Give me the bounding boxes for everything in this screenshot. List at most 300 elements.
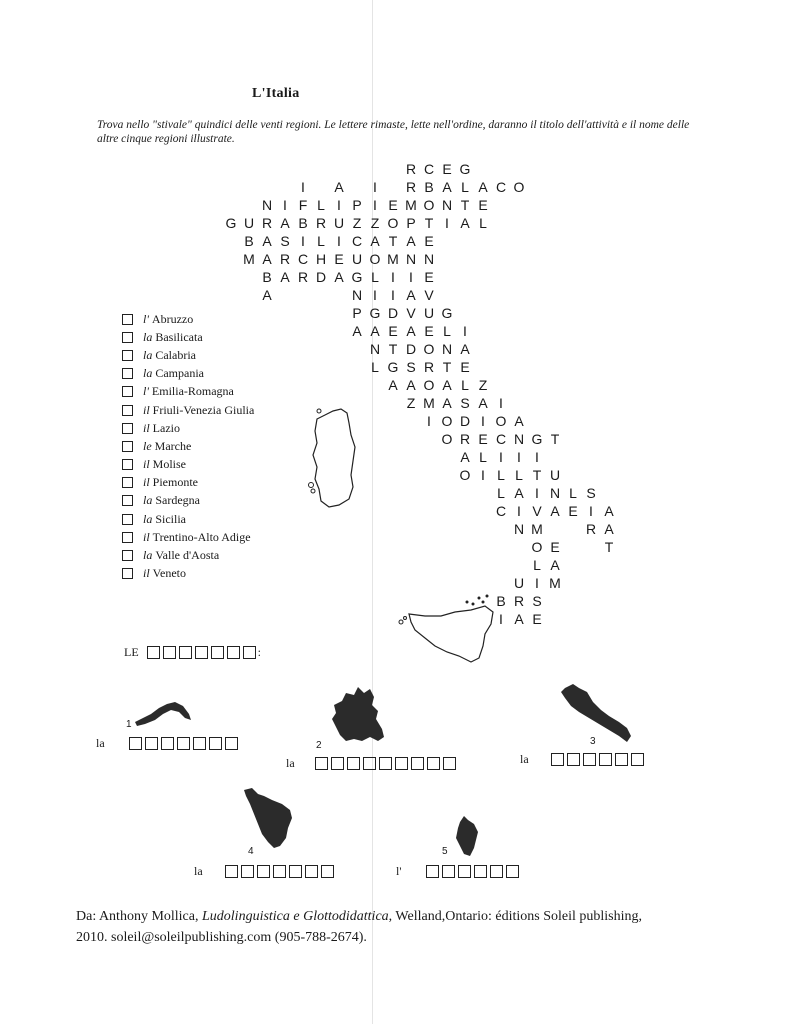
letter-box[interactable] bbox=[209, 737, 222, 750]
checkbox[interactable] bbox=[122, 405, 133, 416]
grid-letter: A bbox=[460, 341, 470, 357]
grid-letter: L bbox=[515, 467, 523, 483]
checklist-item bbox=[122, 474, 254, 492]
checkbox[interactable] bbox=[122, 386, 133, 397]
grid-letter bbox=[294, 286, 312, 304]
grid-letter: A bbox=[406, 287, 416, 303]
letter-box[interactable] bbox=[225, 865, 238, 878]
grid-letter: I bbox=[517, 503, 521, 519]
grid-letter: D bbox=[405, 341, 417, 357]
grid-letter: I bbox=[301, 179, 305, 195]
checklist-region-name: Sicilia bbox=[155, 511, 187, 526]
grid-letter: D bbox=[387, 305, 399, 321]
grid-letter: E bbox=[334, 251, 344, 267]
grid-letter: P bbox=[406, 215, 416, 231]
letter-box[interactable] bbox=[490, 865, 503, 878]
checklist-region-name: Lazio bbox=[152, 420, 180, 435]
grid-letter: C bbox=[297, 251, 309, 267]
checklist-item bbox=[122, 346, 254, 364]
grid-letter: G bbox=[459, 161, 471, 177]
checkbox[interactable] bbox=[122, 314, 133, 325]
checklist-article: la bbox=[143, 511, 153, 526]
grid-letter: S bbox=[532, 593, 542, 609]
region-2-number: 2 bbox=[316, 740, 322, 751]
grid-letter: O bbox=[441, 413, 453, 429]
region-5-number: 5 bbox=[442, 846, 448, 857]
grid-row bbox=[492, 484, 600, 502]
grid-row bbox=[438, 430, 564, 448]
region-1-article: la bbox=[96, 736, 105, 750]
grid-row bbox=[258, 196, 492, 214]
grid-letter: Z bbox=[370, 215, 380, 231]
checkbox[interactable] bbox=[122, 332, 133, 343]
grid-letter: I bbox=[373, 197, 377, 213]
checklist-article: il bbox=[143, 420, 150, 435]
grid-letter: A bbox=[514, 413, 524, 429]
letter-box[interactable] bbox=[631, 753, 644, 766]
grid-letter: O bbox=[513, 179, 525, 195]
grid-letter: T bbox=[460, 197, 470, 213]
grid-letter: I bbox=[283, 197, 287, 213]
grid-letter: R bbox=[459, 431, 471, 447]
letter-box[interactable] bbox=[163, 646, 176, 659]
grid-letter: G bbox=[387, 359, 399, 375]
grid-letter: O bbox=[423, 341, 435, 357]
checklist-region-name: Sardegna bbox=[155, 493, 200, 508]
checklist-item bbox=[122, 546, 254, 564]
grid-letter: V bbox=[424, 287, 434, 303]
grid-letter: V bbox=[406, 305, 416, 321]
title-answer-row bbox=[124, 645, 261, 660]
checklist-article: le bbox=[143, 438, 152, 453]
grid-letter: I bbox=[517, 449, 521, 465]
grid-letter: I bbox=[535, 575, 539, 591]
region-4-answer bbox=[194, 864, 334, 879]
checklist-article: la bbox=[143, 366, 153, 381]
grid-letter: R bbox=[297, 269, 309, 285]
grid-row bbox=[240, 250, 438, 268]
checklist-region-name: Valle d'Aosta bbox=[155, 548, 220, 563]
grid-letter: B bbox=[298, 215, 308, 231]
grid-letter: I bbox=[373, 287, 377, 303]
grid-letter: I bbox=[481, 467, 485, 483]
grid-letter: L bbox=[461, 179, 469, 195]
letter-box[interactable] bbox=[129, 737, 142, 750]
checklist-region-name: Calabria bbox=[155, 347, 196, 362]
letter-box[interactable] bbox=[363, 757, 376, 770]
region-2-article: la bbox=[286, 756, 295, 770]
region-5-boxes[interactable] bbox=[426, 865, 519, 878]
grid-letter: M bbox=[405, 197, 417, 213]
checkbox[interactable] bbox=[122, 550, 133, 561]
grid-row bbox=[366, 358, 474, 376]
grid-letter: A bbox=[604, 521, 614, 537]
grid-row bbox=[510, 520, 618, 538]
grid-row bbox=[258, 286, 438, 304]
checklist-article: l' bbox=[143, 311, 149, 326]
grid-letter: B bbox=[262, 269, 272, 285]
grid-letter: N bbox=[513, 521, 525, 537]
grid-row bbox=[240, 232, 438, 250]
checkbox[interactable] bbox=[122, 459, 133, 470]
footer-publisher: , Welland,Ontario: éditions Soleil publishing, bbox=[388, 909, 642, 924]
grid-letter bbox=[312, 178, 330, 196]
grid-row bbox=[258, 268, 438, 286]
letter-box[interactable] bbox=[331, 757, 344, 770]
checkbox[interactable] bbox=[122, 368, 133, 379]
grid-row bbox=[294, 178, 528, 196]
grid-row bbox=[366, 340, 474, 358]
grid-letter: L bbox=[479, 215, 487, 231]
region-1-answer bbox=[96, 736, 238, 751]
grid-letter: M bbox=[549, 575, 561, 591]
region-5-answer bbox=[396, 864, 519, 879]
letter-box[interactable] bbox=[243, 646, 256, 659]
grid-letter: L bbox=[497, 467, 505, 483]
grid-letter: A bbox=[352, 323, 362, 339]
checkbox[interactable] bbox=[122, 477, 133, 488]
region-2-answer bbox=[286, 756, 456, 771]
grid-row bbox=[348, 322, 474, 340]
region-3-boxes[interactable] bbox=[551, 753, 644, 766]
grid-letter: V bbox=[532, 503, 542, 519]
grid-letter: I bbox=[481, 413, 485, 429]
grid-letter: P bbox=[352, 305, 362, 321]
checklist-article: il bbox=[143, 457, 150, 472]
grid-letter: L bbox=[317, 233, 325, 249]
grid-letter: A bbox=[388, 377, 398, 393]
letter-box[interactable] bbox=[289, 865, 302, 878]
letter-box[interactable] bbox=[227, 646, 240, 659]
grid-letter: O bbox=[423, 377, 435, 393]
grid-row bbox=[384, 376, 492, 394]
letter-box[interactable] bbox=[551, 753, 564, 766]
grid-letter: R bbox=[279, 251, 291, 267]
checklist-item bbox=[122, 528, 254, 546]
letter-box[interactable] bbox=[195, 646, 208, 659]
grid-letter: A bbox=[334, 269, 344, 285]
grid-letter: T bbox=[604, 539, 614, 555]
grid-letter: O bbox=[441, 431, 453, 447]
grid-letter: I bbox=[391, 269, 395, 285]
grid-row bbox=[222, 214, 492, 232]
letter-box[interactable] bbox=[225, 737, 238, 750]
grid-letter: S bbox=[460, 395, 470, 411]
grid-letter: O bbox=[423, 197, 435, 213]
grid-letter: P bbox=[352, 197, 362, 213]
checklist-item bbox=[122, 365, 254, 383]
letter-box[interactable] bbox=[411, 757, 424, 770]
checklist-article: la bbox=[143, 347, 153, 362]
grid-letter: A bbox=[514, 485, 524, 501]
grid-letter: M bbox=[387, 251, 399, 267]
grid-letter: A bbox=[262, 233, 272, 249]
grid-letter: C bbox=[495, 431, 507, 447]
grid-letter: N bbox=[513, 431, 525, 447]
grid-letter: E bbox=[388, 323, 398, 339]
letter-box[interactable] bbox=[177, 737, 190, 750]
checkbox[interactable] bbox=[122, 423, 133, 434]
title-answer-suffix: : bbox=[257, 645, 262, 659]
grid-letter: L bbox=[533, 557, 541, 573]
letter-box[interactable] bbox=[305, 865, 318, 878]
grid-letter: C bbox=[351, 233, 363, 249]
title-answer-boxes[interactable] bbox=[147, 646, 256, 659]
region-4-number: 4 bbox=[248, 846, 254, 857]
footer-contact: 2010. soleil@soleilpublishing.com (905-788-2674). bbox=[76, 930, 367, 945]
grid-letter bbox=[348, 178, 366, 196]
grid-letter: R bbox=[585, 521, 597, 537]
letter-box[interactable] bbox=[145, 737, 158, 750]
page-title: L'Italia bbox=[252, 86, 300, 101]
checkbox[interactable] bbox=[122, 441, 133, 452]
grid-letter: U bbox=[333, 215, 345, 231]
grid-letter bbox=[564, 538, 582, 556]
grid-letter: E bbox=[424, 233, 434, 249]
checklist-region-name: Piemonte bbox=[152, 475, 198, 490]
grid-letter: E bbox=[568, 503, 578, 519]
letter-box[interactable] bbox=[506, 865, 519, 878]
checklist-item bbox=[122, 310, 254, 328]
grid-letter: M bbox=[243, 251, 255, 267]
grid-letter: B bbox=[244, 233, 254, 249]
checklist-item bbox=[122, 565, 254, 583]
grid-letter: G bbox=[225, 215, 237, 231]
grid-row bbox=[510, 574, 564, 592]
grid-letter: B bbox=[496, 593, 506, 609]
grid-letter: E bbox=[388, 197, 398, 213]
grid-letter: A bbox=[478, 395, 488, 411]
grid-letter: I bbox=[427, 413, 431, 429]
letter-box[interactable] bbox=[315, 757, 328, 770]
grid-row bbox=[528, 538, 618, 556]
grid-letter: E bbox=[424, 323, 434, 339]
fold-line-vertical bbox=[372, 0, 373, 1024]
letter-box[interactable] bbox=[427, 757, 440, 770]
grid-letter: A bbox=[604, 503, 614, 519]
grid-letter: M bbox=[423, 395, 435, 411]
grid-letter: G bbox=[531, 431, 543, 447]
checklist-item bbox=[122, 328, 254, 346]
grid-letter bbox=[312, 286, 330, 304]
grid-letter: N bbox=[261, 197, 273, 213]
checklist-region-name: Trentino-Alto Adige bbox=[152, 529, 251, 544]
checkbox[interactable] bbox=[122, 350, 133, 361]
checklist-article: il bbox=[143, 566, 150, 581]
checklist-region-name: Abruzzo bbox=[151, 311, 194, 326]
grid-letter: A bbox=[280, 215, 290, 231]
grid-letter: G bbox=[351, 269, 363, 285]
letter-box[interactable] bbox=[615, 753, 628, 766]
checklist-region-name: Emilia-Romagna bbox=[151, 384, 234, 399]
letter-box[interactable] bbox=[347, 757, 360, 770]
letter-box[interactable] bbox=[321, 865, 334, 878]
grid-letter: T bbox=[550, 431, 560, 447]
grid-letter: A bbox=[370, 323, 380, 339]
grid-letter: R bbox=[315, 215, 327, 231]
grid-letter: A bbox=[550, 503, 560, 519]
grid-letter: I bbox=[391, 287, 395, 303]
letter-box[interactable] bbox=[442, 865, 455, 878]
checklist-item bbox=[122, 401, 254, 419]
grid-letter: N bbox=[405, 251, 417, 267]
letter-box[interactable] bbox=[583, 753, 596, 766]
grid-letter: Z bbox=[406, 395, 416, 411]
grid-letter: E bbox=[478, 431, 488, 447]
checklist-item bbox=[122, 510, 254, 528]
grid-letter: M bbox=[531, 521, 543, 537]
grid-letter: R bbox=[513, 593, 525, 609]
grid-letter: I bbox=[499, 611, 503, 627]
grid-letter: E bbox=[478, 197, 488, 213]
grid-letter: A bbox=[460, 215, 470, 231]
grid-row bbox=[456, 448, 546, 466]
region-checklist bbox=[122, 310, 254, 583]
grid-letter: I bbox=[535, 485, 539, 501]
letter-box[interactable] bbox=[458, 865, 471, 878]
checklist-region-name: Basilicata bbox=[155, 329, 203, 344]
checklist-item bbox=[122, 419, 254, 437]
region-1-boxes[interactable] bbox=[129, 737, 238, 750]
letter-box[interactable] bbox=[599, 753, 612, 766]
grid-letter: A bbox=[406, 377, 416, 393]
grid-letter: S bbox=[406, 359, 416, 375]
grid-letter bbox=[582, 538, 600, 556]
checklist-article: il bbox=[143, 529, 150, 544]
grid-letter: A bbox=[442, 179, 452, 195]
footer-book-title: Ludolinguistica e Glottodidattica bbox=[202, 909, 389, 924]
grid-letter: L bbox=[317, 197, 325, 213]
grid-row bbox=[348, 304, 456, 322]
grid-letter: F bbox=[298, 197, 308, 213]
grid-letter: R bbox=[405, 161, 417, 177]
grid-letter: A bbox=[262, 251, 272, 267]
checklist-article: la bbox=[143, 493, 153, 508]
grid-letter: O bbox=[495, 413, 507, 429]
grid-letter: I bbox=[301, 233, 305, 249]
grid-letter: B bbox=[424, 179, 434, 195]
grid-letter: A bbox=[442, 395, 452, 411]
letter-box[interactable] bbox=[211, 646, 224, 659]
checklist-item bbox=[122, 492, 254, 510]
grid-row bbox=[492, 502, 618, 520]
grid-letter: C bbox=[423, 161, 435, 177]
grid-letter: N bbox=[369, 341, 381, 357]
grid-letter: T bbox=[532, 467, 542, 483]
grid-letter: U bbox=[351, 251, 363, 267]
grid-letter: T bbox=[388, 233, 398, 249]
region-4-boxes[interactable] bbox=[225, 865, 334, 878]
region-2-boxes[interactable] bbox=[315, 757, 456, 770]
grid-letter: L bbox=[497, 485, 505, 501]
grid-letter: I bbox=[463, 323, 467, 339]
checklist-region-name: Veneto bbox=[152, 566, 186, 581]
letter-box[interactable] bbox=[474, 865, 487, 878]
checklist-region-name: Friuli-Venezia Giulia bbox=[152, 402, 255, 417]
checklist-article: il bbox=[143, 475, 150, 490]
grid-letter: O bbox=[369, 251, 381, 267]
region-3-article: la bbox=[520, 752, 529, 766]
grid-letter: Z bbox=[478, 377, 488, 393]
sicily-outline bbox=[395, 590, 505, 670]
letter-box[interactable] bbox=[147, 646, 160, 659]
grid-letter: L bbox=[569, 485, 577, 501]
grid-row bbox=[402, 160, 474, 178]
grid-letter bbox=[276, 286, 294, 304]
grid-letter: A bbox=[550, 557, 560, 573]
letter-box[interactable] bbox=[426, 865, 439, 878]
grid-letter: E bbox=[442, 161, 452, 177]
title-answer-prefix: LE bbox=[124, 645, 139, 659]
grid-letter: A bbox=[514, 611, 524, 627]
region-3-number: 3 bbox=[590, 736, 596, 747]
region-4-article: la bbox=[194, 864, 203, 878]
grid-letter: A bbox=[460, 449, 470, 465]
footer-prefix: Da: Anthony Mollica, bbox=[76, 909, 202, 924]
letter-box[interactable] bbox=[395, 757, 408, 770]
grid-letter: I bbox=[499, 395, 503, 411]
grid-letter: D bbox=[459, 413, 471, 429]
region-2-shape bbox=[328, 685, 388, 745]
grid-letter: R bbox=[405, 179, 417, 195]
grid-letter: T bbox=[388, 341, 398, 357]
checkbox[interactable] bbox=[122, 514, 133, 525]
grid-letter: E bbox=[424, 269, 434, 285]
grid-letter: N bbox=[423, 251, 435, 267]
checklist-region-name: Marche bbox=[154, 438, 192, 453]
grid-letter: U bbox=[423, 305, 435, 321]
checkbox[interactable] bbox=[122, 532, 133, 543]
letter-box[interactable] bbox=[273, 865, 286, 878]
grid-letter: A bbox=[442, 377, 452, 393]
grid-letter: A bbox=[406, 323, 416, 339]
grid-letter: L bbox=[479, 449, 487, 465]
grid-letter: O bbox=[459, 467, 471, 483]
grid-letter: R bbox=[261, 215, 273, 231]
grid-letter: R bbox=[423, 359, 435, 375]
grid-row bbox=[456, 466, 564, 484]
grid-letter: G bbox=[441, 305, 453, 321]
grid-row bbox=[528, 556, 564, 574]
letter-box[interactable] bbox=[443, 757, 456, 770]
letter-box[interactable] bbox=[241, 865, 254, 878]
instructions: Trova nello "stivale" quindici delle venti regioni. Le lettere rimaste, lette nell'ordine, daranno il titolo dell'attività e il nome delle altre cinque regioni illustrate. bbox=[97, 119, 690, 145]
letter-box[interactable] bbox=[193, 737, 206, 750]
checkbox[interactable] bbox=[122, 568, 133, 579]
letter-box[interactable] bbox=[379, 757, 392, 770]
grid-letter: N bbox=[441, 341, 453, 357]
grid-letter: I bbox=[373, 179, 377, 195]
grid-letter bbox=[330, 286, 348, 304]
letter-box[interactable] bbox=[161, 737, 174, 750]
grid-letter: E bbox=[550, 539, 560, 555]
grid-letter: N bbox=[441, 197, 453, 213]
grid-letter: U bbox=[243, 215, 255, 231]
letter-box[interactable] bbox=[179, 646, 192, 659]
grid-letter: I bbox=[535, 449, 539, 465]
letter-box[interactable] bbox=[257, 865, 270, 878]
grid-letter: T bbox=[424, 215, 434, 231]
checkbox[interactable] bbox=[122, 495, 133, 506]
grid-letter: I bbox=[445, 215, 449, 231]
grid-letter: I bbox=[499, 449, 503, 465]
grid-letter: O bbox=[531, 539, 543, 555]
grid-letter: A bbox=[280, 269, 290, 285]
region-3-shape bbox=[557, 680, 637, 746]
letter-box[interactable] bbox=[567, 753, 580, 766]
region-1-number: 1 bbox=[126, 719, 132, 730]
grid-row bbox=[402, 394, 510, 412]
